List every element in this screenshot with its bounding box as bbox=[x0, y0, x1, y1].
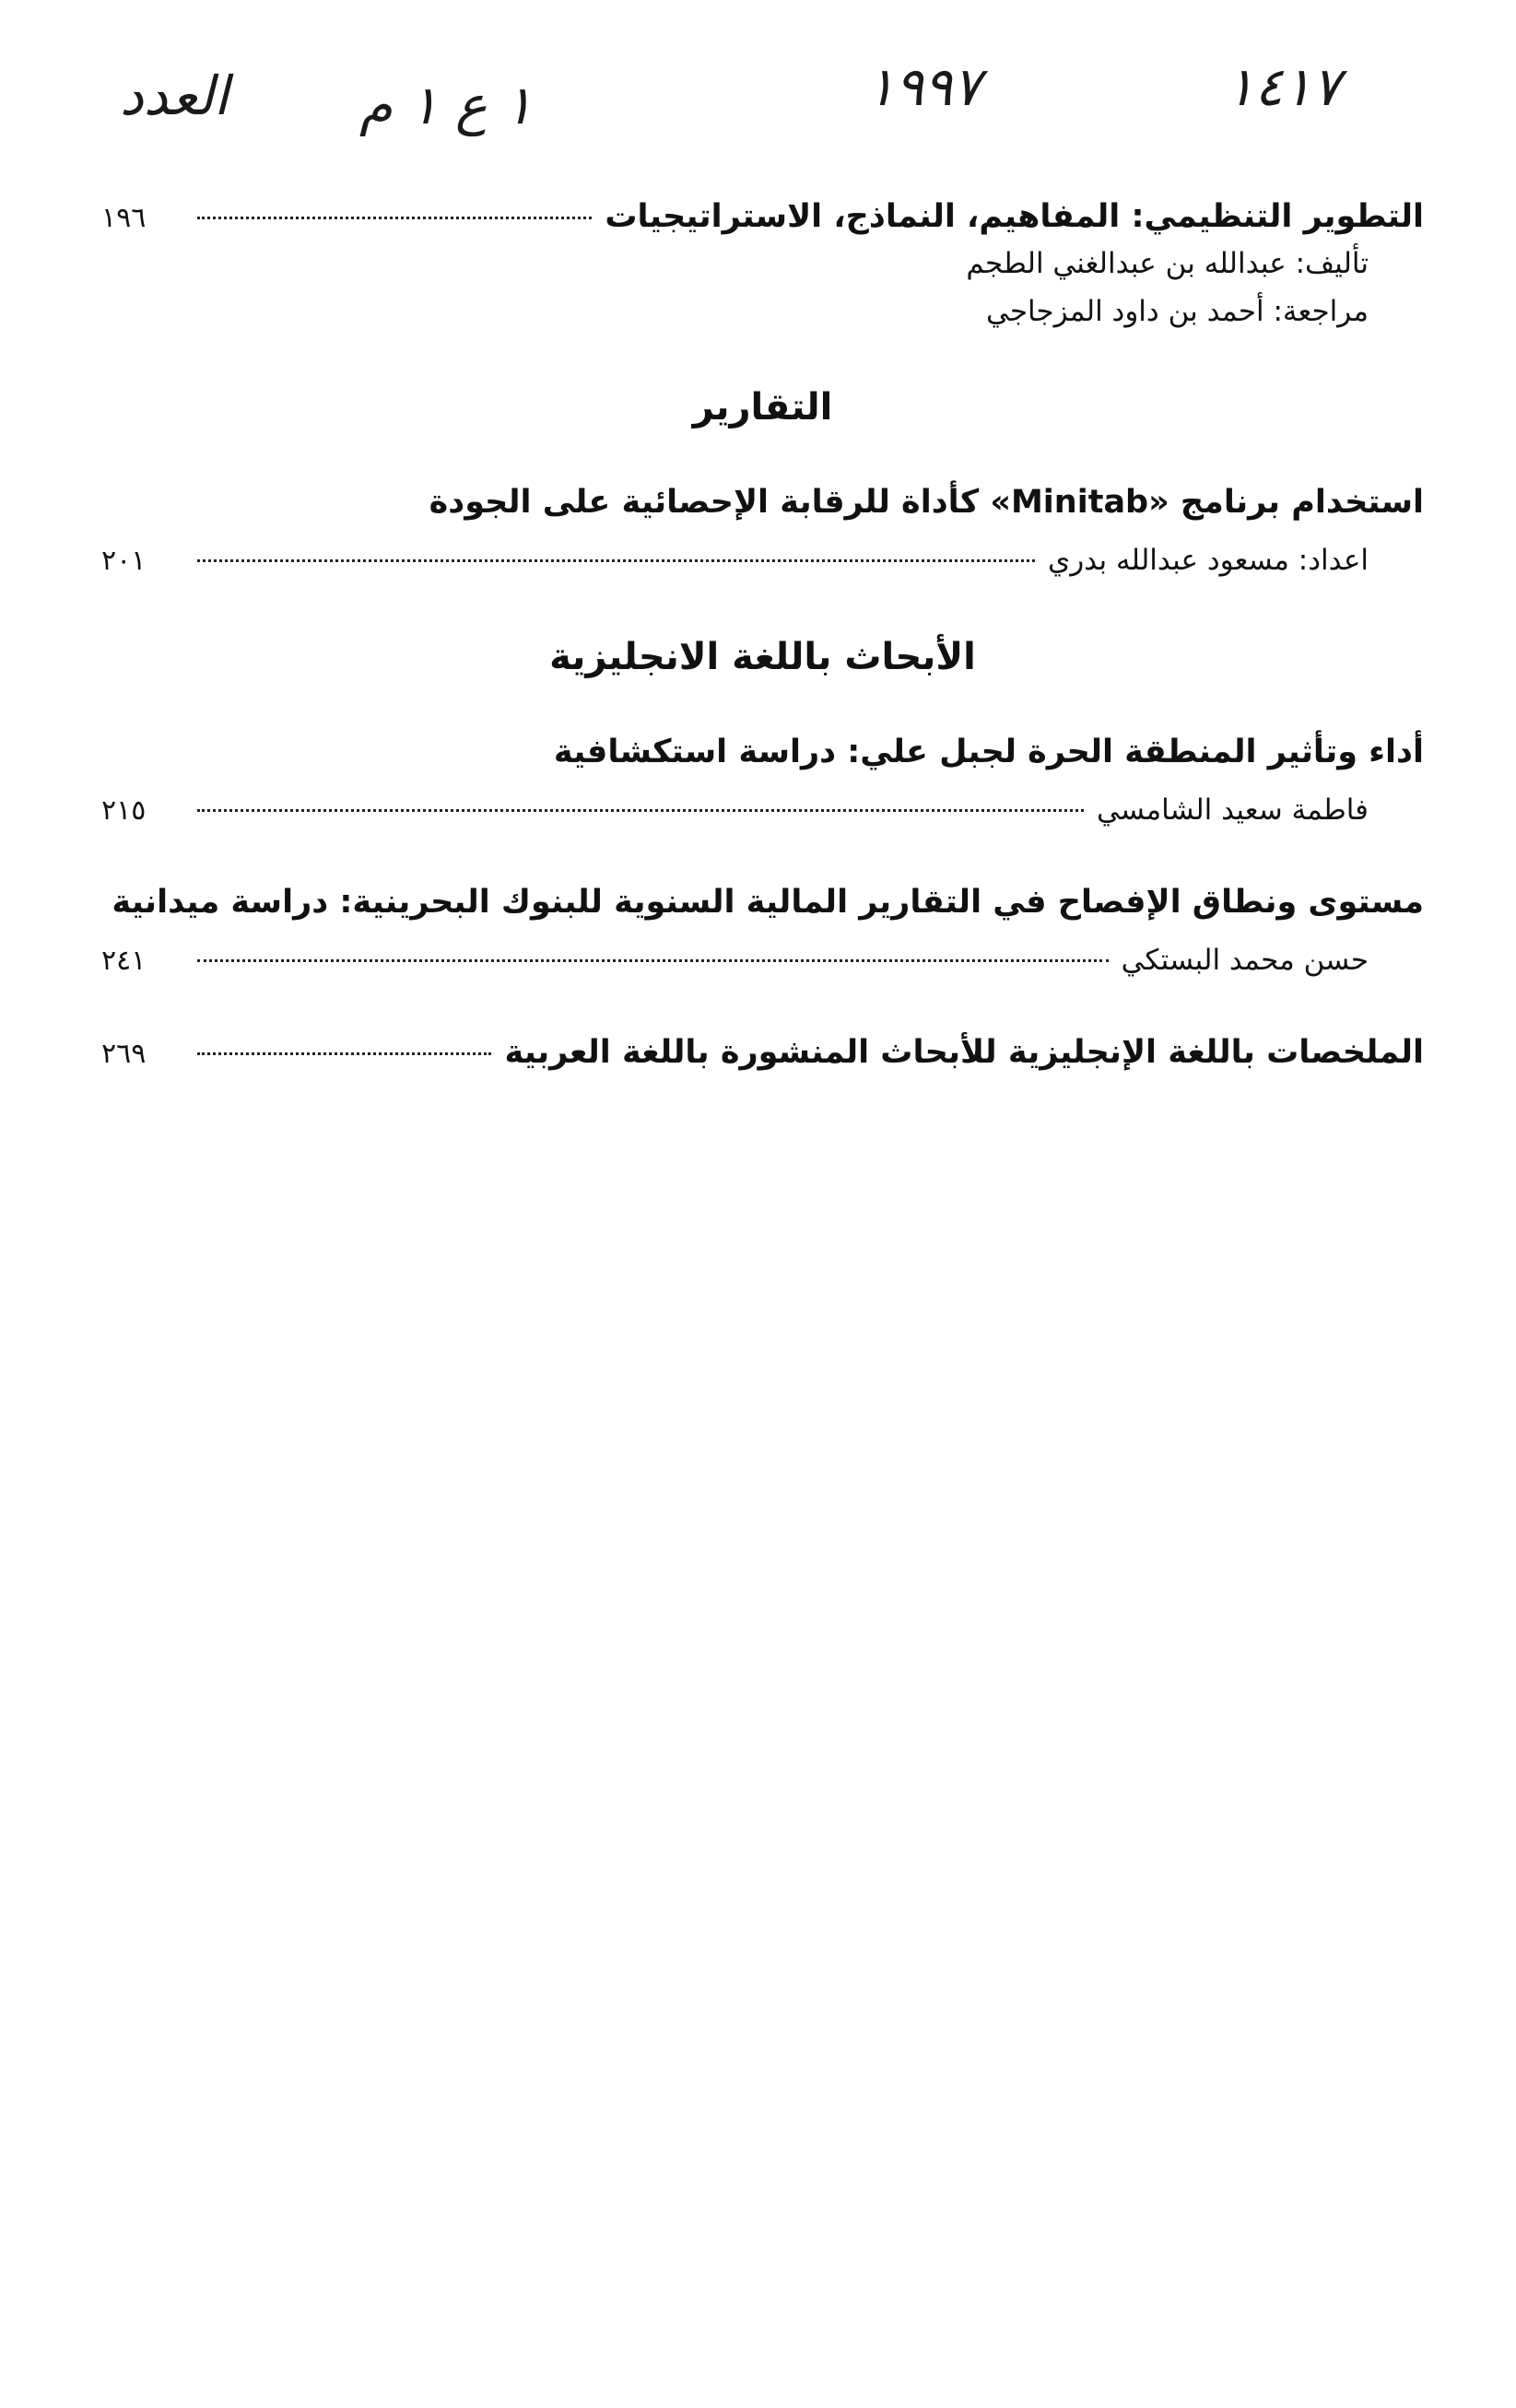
table-of-contents bbox=[101, 194, 1424, 1075]
page-number: ٢٦٩ bbox=[101, 1038, 147, 1070]
entry-title: الملخصات باللغة الإنجليزية للأبحاث المنشورة باللغة العربية bbox=[504, 1034, 1424, 1071]
entry-author: فاطمة سعيد الشامسي bbox=[1097, 793, 1369, 827]
toc-entry bbox=[101, 936, 1424, 985]
handwritten-mark: ١ ع ١ م bbox=[359, 74, 534, 136]
entry-author: حسن محمد البستكي bbox=[1121, 944, 1369, 977]
page-number: ٢٠١ bbox=[101, 545, 147, 577]
entry-author: تأليف: عبدالله بن عبدالغني الطجم bbox=[966, 247, 1369, 280]
entry-title: مستوى ونطاق الإفصاح في التقارير المالية السنوية للبنوك البحرينية: دراسة ميدانية bbox=[112, 884, 1424, 921]
section-heading-reports: التقارير bbox=[692, 386, 833, 429]
entry-reviewer: مراجعة: أحمد بن داود المزجاجي bbox=[985, 295, 1369, 328]
handwritten-mark: ﺍﻟﻌﺪﺩ bbox=[120, 65, 229, 127]
entry-title: استخدام برنامج «Minitab» كأداة للرقابة الإحصائية على الجودة bbox=[429, 484, 1424, 521]
page-number: ٢٤١ bbox=[101, 945, 147, 977]
page-number: ١٩٦ bbox=[101, 202, 147, 234]
toc-entry bbox=[101, 786, 1424, 835]
handwritten-header bbox=[0, 55, 1516, 166]
section-heading-english-research: الأبحاث باللغة الانجليزية bbox=[549, 636, 976, 678]
dot-leader bbox=[197, 1052, 491, 1055]
toc-entry bbox=[101, 1029, 1424, 1075]
toc-entry bbox=[101, 536, 1424, 585]
dot-leader bbox=[197, 559, 1035, 562]
toc-entry bbox=[101, 194, 1424, 240]
handwritten-mark: ١٤١٧ bbox=[1226, 55, 1341, 118]
page-number: ٢١٥ bbox=[101, 794, 147, 827]
dot-leader bbox=[197, 809, 1084, 812]
handwritten-mark: ١٩٩٧ bbox=[866, 55, 981, 118]
entry-author: اعداد: مسعود عبدالله بدري bbox=[1047, 544, 1369, 577]
entry-title: التطوير التنظيمي: المفاهيم، النماذج، الاستراتيجيات bbox=[605, 198, 1424, 235]
entry-title: أداء وتأثير المنطقة الحرة لجبل علي: دراسة استكشافية bbox=[553, 734, 1424, 770]
dot-leader bbox=[197, 959, 1109, 962]
dot-leader bbox=[197, 217, 592, 219]
